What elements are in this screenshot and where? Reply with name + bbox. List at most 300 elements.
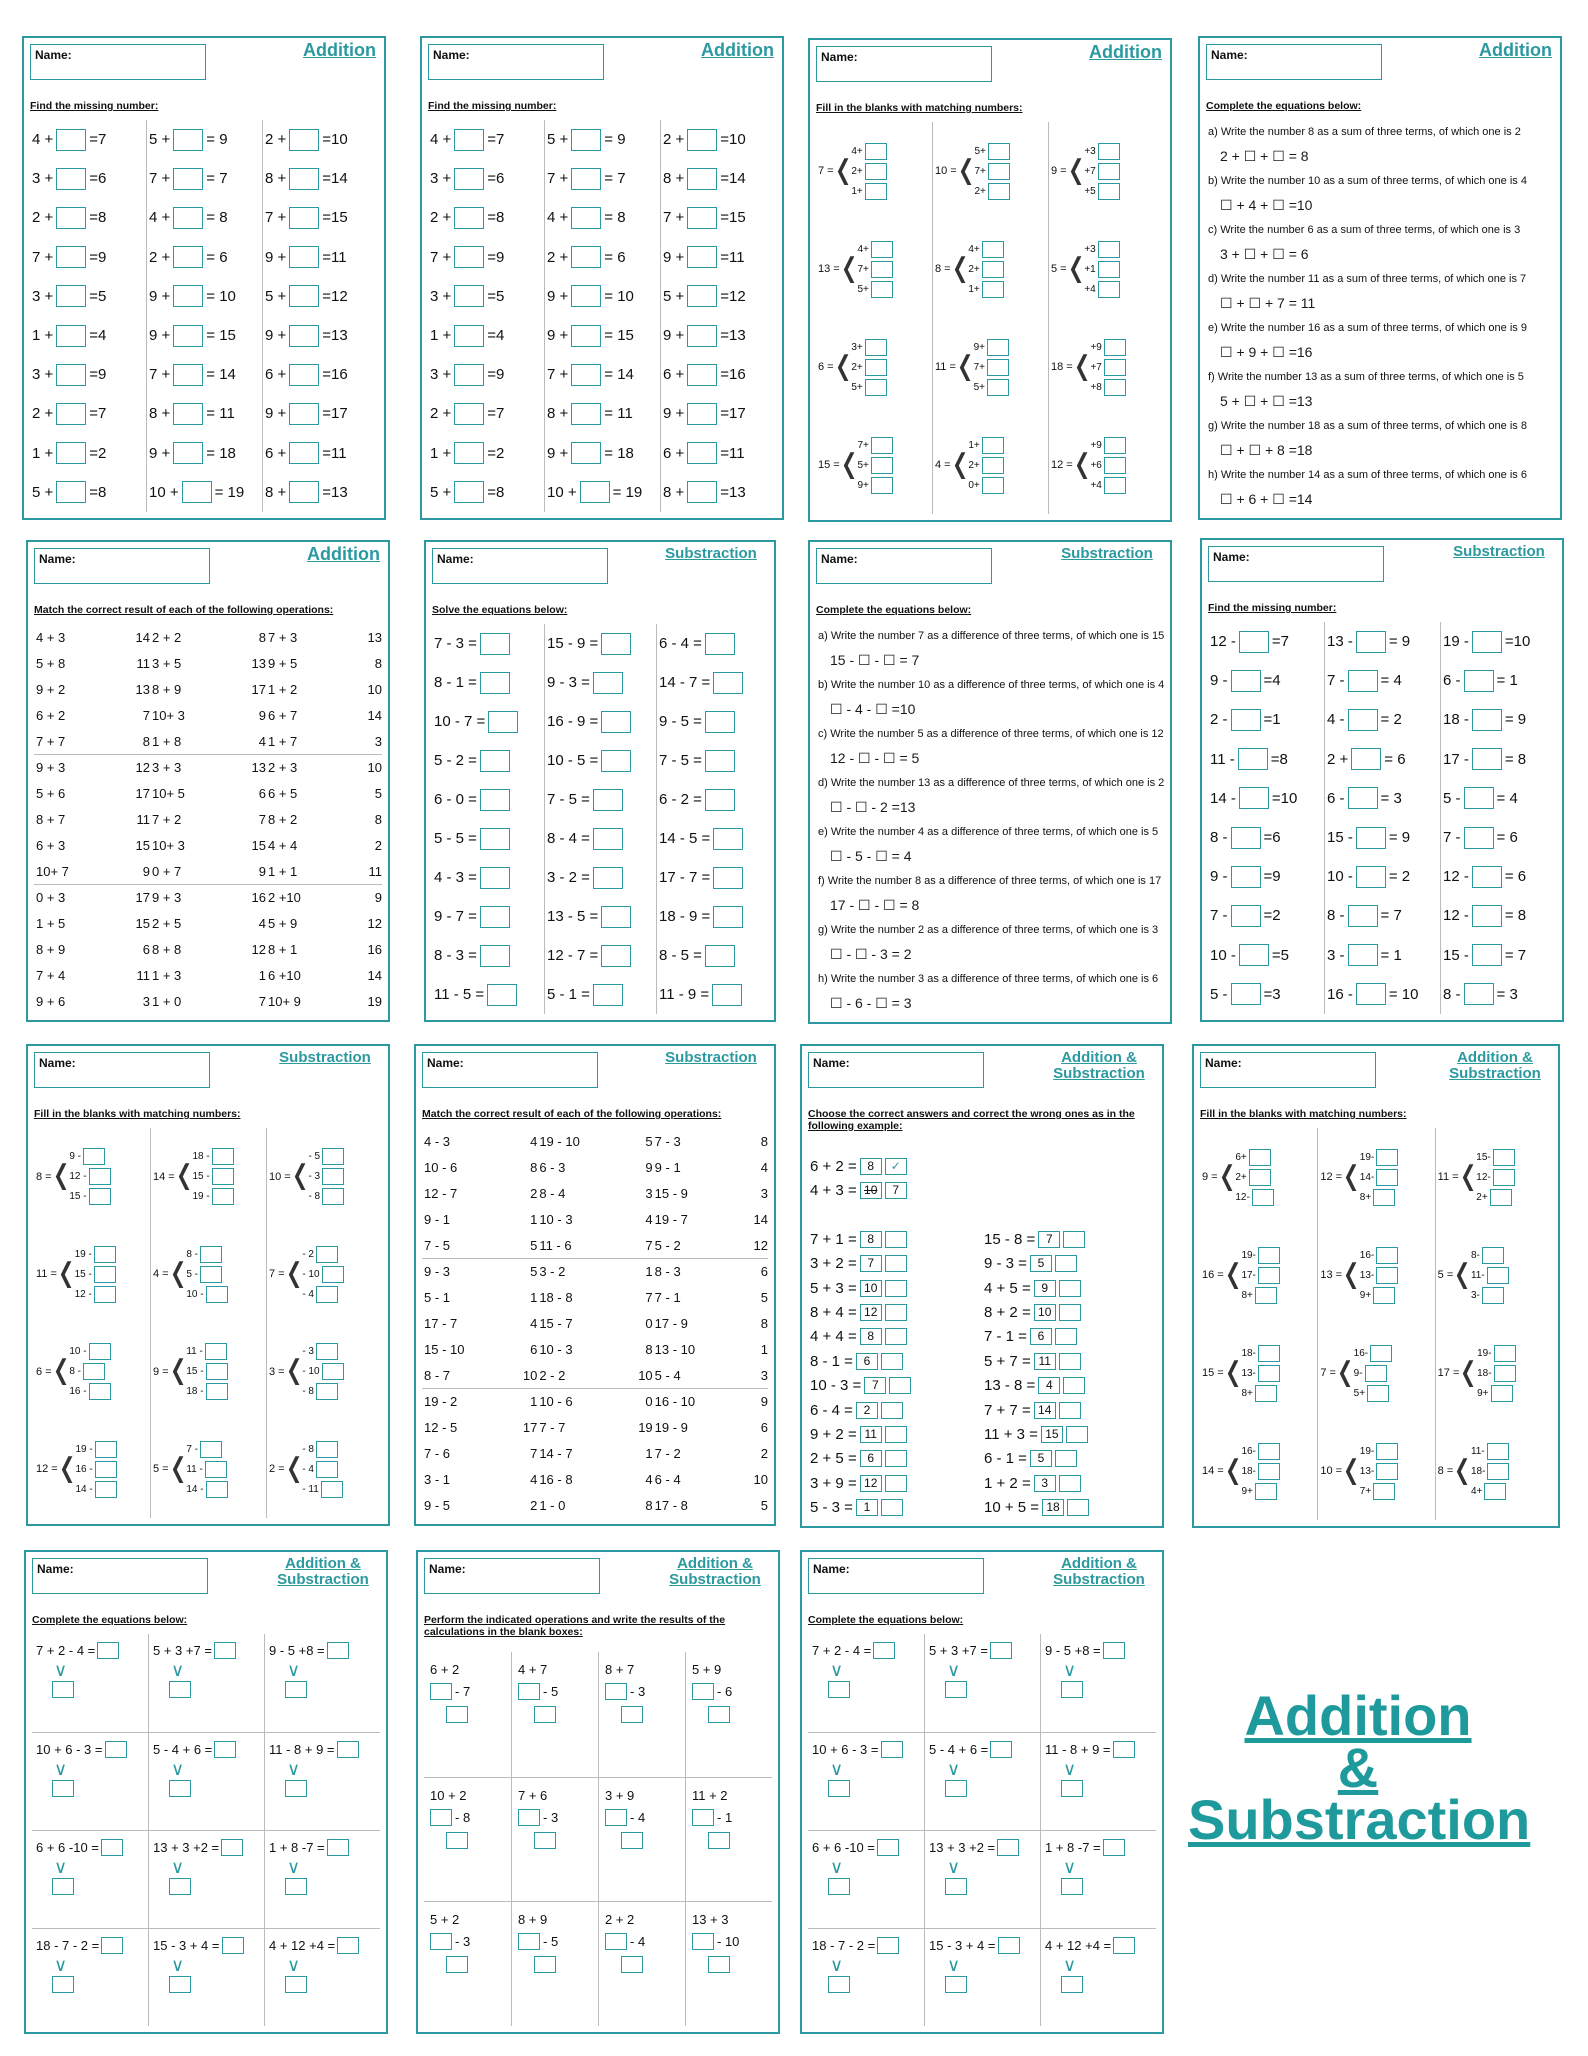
final-answer-box[interactable] [877,1839,899,1856]
answer-box[interactable] [593,984,623,1006]
answer-box[interactable] [1472,944,1502,966]
branch-answer-box[interactable] [83,1148,105,1165]
answer-box[interactable] [56,481,86,503]
branch-answer-box[interactable] [982,457,1004,474]
step-box[interactable] [430,1933,452,1950]
answer-box[interactable] [571,325,601,347]
branch-answer-box[interactable] [1376,1149,1398,1166]
final-answer-box[interactable] [101,1839,123,1856]
answer-box[interactable] [480,633,510,655]
step-box[interactable] [430,1809,452,1826]
answer-box[interactable] [289,481,319,503]
answer-box[interactable] [289,325,319,347]
answer-box[interactable] [173,246,203,268]
step-box[interactable] [692,1809,714,1826]
answer-box[interactable] [454,364,484,386]
branch-answer-box[interactable] [94,1266,116,1283]
final-answer-box[interactable] [337,1937,359,1954]
branch-answer-box[interactable] [212,1148,234,1165]
answer-box[interactable] [571,285,601,307]
intermediate-box[interactable] [945,1976,967,1993]
final-answer-box[interactable] [327,1839,349,1856]
answer-box[interactable] [1464,787,1494,809]
branch-answer-box[interactable] [1376,1169,1398,1186]
answer-box[interactable] [56,325,86,347]
branch-answer-box[interactable] [1487,1463,1509,1480]
step-box[interactable] [605,1683,627,1700]
final-answer-box[interactable] [881,1741,903,1758]
branch-answer-box[interactable] [1258,1463,1280,1480]
correction-box[interactable] [1059,1475,1081,1492]
correction-box[interactable] [885,1231,907,1248]
branch-answer-box[interactable] [1098,183,1120,200]
answer-box[interactable] [687,285,717,307]
answer-box[interactable] [593,867,623,889]
answer-box[interactable] [705,711,735,733]
answer-box[interactable] [1472,709,1502,731]
final-answer-box[interactable] [214,1741,236,1758]
name-field[interactable]: Name: [30,44,206,80]
answer-box[interactable] [487,984,517,1006]
branch-answer-box[interactable] [865,339,887,356]
branch-answer-box[interactable] [1376,1267,1398,1284]
answer-box[interactable] [1464,983,1494,1005]
answer-box[interactable] [1464,827,1494,849]
intermediate-box[interactable] [169,1681,191,1698]
branch-answer-box[interactable] [200,1266,222,1283]
answer-box[interactable] [571,129,601,151]
intermediate-box[interactable] [169,1878,191,1895]
branch-answer-box[interactable] [1104,477,1126,494]
branch-answer-box[interactable] [95,1481,117,1498]
branch-answer-box[interactable] [322,1363,344,1380]
answer-box[interactable] [705,750,735,772]
answer-box[interactable] [705,633,735,655]
answer-box[interactable] [687,364,717,386]
answer-box[interactable] [454,246,484,268]
answer-box[interactable] [1238,748,1268,770]
answer-box[interactable] [713,906,743,928]
final-answer-box[interactable] [101,1937,123,1954]
result-box[interactable] [446,1832,468,1849]
name-field[interactable]: Name: [424,1558,600,1594]
branch-answer-box[interactable] [95,1441,117,1458]
branch-answer-box[interactable] [1482,1287,1504,1304]
answer-box[interactable] [1356,983,1386,1005]
branch-answer-box[interactable] [316,1286,338,1303]
intermediate-box[interactable] [285,1976,307,1993]
name-field[interactable]: Name: [34,1052,210,1088]
answer-box[interactable] [1231,827,1261,849]
branch-answer-box[interactable] [982,281,1004,298]
answer-box[interactable] [601,711,631,733]
branch-answer-box[interactable] [316,1343,338,1360]
correction-box[interactable] [1055,1255,1077,1272]
correction-box[interactable] [1066,1426,1088,1443]
correction-box[interactable] [885,1328,907,1345]
correction-box[interactable] [881,1402,903,1419]
branch-answer-box[interactable] [1249,1169,1271,1186]
answer-box[interactable] [1356,827,1386,849]
branch-answer-box[interactable] [205,1343,227,1360]
branch-answer-box[interactable] [1484,1483,1506,1500]
branch-answer-box[interactable] [206,1383,228,1400]
answer-box[interactable] [687,442,717,464]
intermediate-box[interactable] [828,1878,850,1895]
intermediate-box[interactable] [285,1878,307,1895]
name-field[interactable]: Name: [1208,546,1384,582]
intermediate-box[interactable] [945,1878,967,1895]
branch-answer-box[interactable] [871,281,893,298]
branch-answer-box[interactable] [871,241,893,258]
final-answer-box[interactable] [337,1741,359,1758]
branch-answer-box[interactable] [212,1188,234,1205]
intermediate-box[interactable] [52,1780,74,1797]
branch-answer-box[interactable] [871,457,893,474]
answer-box[interactable] [687,246,717,268]
branch-answer-box[interactable] [1487,1267,1509,1284]
answer-box[interactable] [712,984,742,1006]
answer-box[interactable] [289,207,319,229]
branch-answer-box[interactable] [1490,1189,1512,1206]
answer-box[interactable] [1472,631,1502,653]
branch-answer-box[interactable] [1258,1443,1280,1460]
intermediate-box[interactable] [52,1878,74,1895]
branch-answer-box[interactable] [89,1343,111,1360]
answer-box[interactable] [480,906,510,928]
correction-box[interactable] [1067,1499,1089,1516]
branch-answer-box[interactable] [988,163,1010,180]
branch-answer-box[interactable] [865,163,887,180]
name-field[interactable]: Name: [422,1052,598,1088]
name-field[interactable]: Name: [428,44,604,80]
final-answer-box[interactable] [327,1642,349,1659]
step-box[interactable] [692,1933,714,1950]
branch-answer-box[interactable] [871,437,893,454]
answer-box[interactable] [488,711,518,733]
name-field[interactable]: Name: [1206,44,1382,80]
answer-box[interactable] [289,285,319,307]
answer-box[interactable] [593,672,623,694]
answer-box[interactable] [454,442,484,464]
intermediate-box[interactable] [169,1976,191,1993]
final-answer-box[interactable] [998,1937,1020,1954]
result-box[interactable] [534,1832,556,1849]
answer-box[interactable] [1348,787,1378,809]
answer-box[interactable] [480,867,510,889]
branch-answer-box[interactable] [1376,1247,1398,1264]
branch-answer-box[interactable] [89,1188,111,1205]
final-answer-box[interactable] [222,1937,244,1954]
answer-box[interactable] [56,285,86,307]
name-field[interactable]: Name: [816,548,992,584]
branch-answer-box[interactable] [1104,457,1126,474]
answer-box[interactable] [1472,866,1502,888]
answer-box[interactable] [480,672,510,694]
answer-box[interactable] [454,129,484,151]
intermediate-box[interactable] [828,1780,850,1797]
intermediate-box[interactable] [169,1780,191,1797]
branch-answer-box[interactable] [95,1461,117,1478]
answer-box[interactable] [173,129,203,151]
correction-box[interactable] [885,1450,907,1467]
answer-box[interactable] [593,828,623,850]
branch-answer-box[interactable] [1376,1463,1398,1480]
branch-answer-box[interactable] [1098,143,1120,160]
answer-box[interactable] [687,403,717,425]
answer-box[interactable] [289,129,319,151]
branch-answer-box[interactable] [1258,1247,1280,1264]
branch-answer-box[interactable] [1373,1483,1395,1500]
intermediate-box[interactable] [1061,1780,1083,1797]
result-box[interactable] [534,1706,556,1723]
branch-answer-box[interactable] [1098,261,1120,278]
answer-box[interactable] [1239,944,1269,966]
branch-answer-box[interactable] [1493,1149,1515,1166]
branch-answer-box[interactable] [1258,1345,1280,1362]
branch-answer-box[interactable] [83,1363,105,1380]
branch-answer-box[interactable] [982,241,1004,258]
branch-answer-box[interactable] [871,261,893,278]
answer-box[interactable] [705,789,735,811]
branch-answer-box[interactable] [206,1286,228,1303]
branch-answer-box[interactable] [1258,1267,1280,1284]
name-field[interactable]: Name: [1200,1052,1376,1088]
intermediate-box[interactable] [828,1681,850,1698]
branch-answer-box[interactable] [1482,1247,1504,1264]
step-box[interactable] [430,1683,452,1700]
intermediate-box[interactable] [1061,1878,1083,1895]
branch-answer-box[interactable] [205,1461,227,1478]
branch-answer-box[interactable] [1104,437,1126,454]
answer-box[interactable] [687,481,717,503]
final-answer-box[interactable] [877,1937,899,1954]
final-answer-box[interactable] [1103,1642,1125,1659]
answer-box[interactable] [173,325,203,347]
branch-answer-box[interactable] [987,359,1009,376]
branch-answer-box[interactable] [322,1168,344,1185]
answer-box[interactable] [289,442,319,464]
answer-box[interactable] [601,633,631,655]
answer-box[interactable] [56,246,86,268]
answer-box[interactable] [1356,631,1386,653]
answer-box[interactable] [289,403,319,425]
answer-box[interactable] [571,442,601,464]
answer-box[interactable] [571,168,601,190]
step-box[interactable] [605,1809,627,1826]
branch-answer-box[interactable] [988,183,1010,200]
name-field[interactable]: Name: [816,46,992,82]
answer-box[interactable] [173,403,203,425]
name-field[interactable]: Name: [808,1052,984,1088]
correction-box[interactable] [889,1377,911,1394]
answer-box[interactable] [1472,905,1502,927]
branch-answer-box[interactable] [316,1441,338,1458]
final-answer-box[interactable] [1103,1839,1125,1856]
branch-answer-box[interactable] [865,183,887,200]
branch-answer-box[interactable] [1494,1365,1516,1382]
intermediate-box[interactable] [1061,1681,1083,1698]
answer-box[interactable] [56,207,86,229]
branch-answer-box[interactable] [1104,339,1126,356]
branch-answer-box[interactable] [89,1383,111,1400]
answer-box[interactable] [687,168,717,190]
final-answer-box[interactable] [221,1839,243,1856]
answer-box[interactable] [1348,670,1378,692]
intermediate-box[interactable] [285,1681,307,1698]
branch-answer-box[interactable] [1104,359,1126,376]
answer-box[interactable] [713,828,743,850]
step-box[interactable] [605,1933,627,1950]
answer-box[interactable] [480,945,510,967]
branch-answer-box[interactable] [871,477,893,494]
answer-box[interactable] [182,481,212,503]
answer-box[interactable] [1231,905,1261,927]
branch-answer-box[interactable] [1098,163,1120,180]
step-box[interactable] [518,1809,540,1826]
final-answer-box[interactable] [1113,1937,1135,1954]
answer-box[interactable] [1231,866,1261,888]
name-field[interactable]: Name: [808,1558,984,1594]
branch-answer-box[interactable] [1373,1189,1395,1206]
answer-box[interactable] [601,945,631,967]
answer-box[interactable] [705,945,735,967]
answer-box[interactable] [480,789,510,811]
branch-answer-box[interactable] [206,1363,228,1380]
branch-answer-box[interactable] [200,1441,222,1458]
result-box[interactable] [534,1956,556,1973]
branch-answer-box[interactable] [1487,1443,1509,1460]
answer-box[interactable] [1348,944,1378,966]
branch-answer-box[interactable] [1104,379,1126,396]
branch-answer-box[interactable] [1252,1189,1274,1206]
answer-box[interactable] [1472,748,1502,770]
result-box[interactable] [621,1956,643,1973]
branch-answer-box[interactable] [982,477,1004,494]
answer-box[interactable] [480,828,510,850]
answer-box[interactable] [56,364,86,386]
answer-box[interactable] [1231,670,1261,692]
answer-box[interactable] [571,364,601,386]
answer-box[interactable] [289,364,319,386]
branch-answer-box[interactable] [1255,1385,1277,1402]
answer-box[interactable] [687,129,717,151]
branch-answer-box[interactable] [1258,1365,1280,1382]
answer-box[interactable] [571,246,601,268]
intermediate-box[interactable] [52,1681,74,1698]
answer-box[interactable] [593,789,623,811]
correction-box[interactable] [881,1353,903,1370]
branch-answer-box[interactable] [94,1286,116,1303]
answer-box[interactable] [480,750,510,772]
branch-answer-box[interactable] [94,1246,116,1263]
answer-box[interactable] [1239,787,1269,809]
step-box[interactable] [518,1683,540,1700]
branch-answer-box[interactable] [1493,1169,1515,1186]
answer-box[interactable] [687,207,717,229]
result-box[interactable] [708,1832,730,1849]
branch-answer-box[interactable] [987,379,1009,396]
answer-box[interactable] [173,364,203,386]
final-answer-box[interactable] [105,1741,127,1758]
branch-answer-box[interactable] [1376,1443,1398,1460]
branch-answer-box[interactable] [316,1246,338,1263]
branch-answer-box[interactable] [322,1266,344,1283]
branch-answer-box[interactable] [982,437,1004,454]
answer-box[interactable] [1348,709,1378,731]
branch-answer-box[interactable] [316,1461,338,1478]
correction-box[interactable] [885,1475,907,1492]
answer-box[interactable] [56,168,86,190]
result-box[interactable] [446,1956,468,1973]
correction-box[interactable] [1063,1377,1085,1394]
answer-box[interactable] [454,403,484,425]
answer-box[interactable] [454,207,484,229]
final-answer-box[interactable] [990,1741,1012,1758]
answer-box[interactable] [56,442,86,464]
intermediate-box[interactable] [945,1681,967,1698]
answer-box[interactable] [454,285,484,307]
correction-box[interactable] [1055,1328,1077,1345]
branch-answer-box[interactable] [1494,1345,1516,1362]
correction-box[interactable] [1063,1231,1085,1248]
branch-answer-box[interactable] [1365,1365,1387,1382]
answer-box[interactable] [713,672,743,694]
branch-answer-box[interactable] [988,143,1010,160]
correction-box[interactable] [1055,1450,1077,1467]
name-field[interactable]: Name: [32,1558,208,1594]
answer-box[interactable] [687,325,717,347]
branch-answer-box[interactable] [865,143,887,160]
correction-box[interactable] [1059,1304,1081,1321]
branch-answer-box[interactable] [1255,1287,1277,1304]
branch-answer-box[interactable] [1249,1149,1271,1166]
final-answer-box[interactable] [990,1642,1012,1659]
answer-box[interactable] [173,207,203,229]
result-box[interactable] [621,1832,643,1849]
branch-answer-box[interactable] [1367,1385,1389,1402]
answer-box[interactable] [173,442,203,464]
final-answer-box[interactable] [97,1642,119,1659]
answer-box[interactable] [1348,905,1378,927]
answer-box[interactable] [173,168,203,190]
correction-box[interactable] [885,1304,907,1321]
branch-answer-box[interactable] [1370,1345,1392,1362]
result-box[interactable] [708,1956,730,1973]
branch-answer-box[interactable] [987,339,1009,356]
step-box[interactable] [692,1683,714,1700]
answer-box[interactable] [601,906,631,928]
branch-answer-box[interactable] [212,1168,234,1185]
intermediate-box[interactable] [1061,1976,1083,1993]
answer-box[interactable] [56,129,86,151]
answer-box[interactable] [173,285,203,307]
intermediate-box[interactable] [945,1780,967,1797]
result-box[interactable] [446,1706,468,1723]
final-answer-box[interactable] [997,1839,1019,1856]
answer-box[interactable] [289,246,319,268]
intermediate-box[interactable] [828,1976,850,1993]
branch-answer-box[interactable] [1255,1483,1277,1500]
branch-answer-box[interactable] [865,359,887,376]
intermediate-box[interactable] [285,1780,307,1797]
answer-box[interactable] [571,403,601,425]
answer-box[interactable] [571,207,601,229]
final-answer-box[interactable] [1113,1741,1135,1758]
branch-answer-box[interactable] [322,1148,344,1165]
answer-box[interactable] [1231,709,1261,731]
correction-box[interactable] [1059,1402,1081,1419]
